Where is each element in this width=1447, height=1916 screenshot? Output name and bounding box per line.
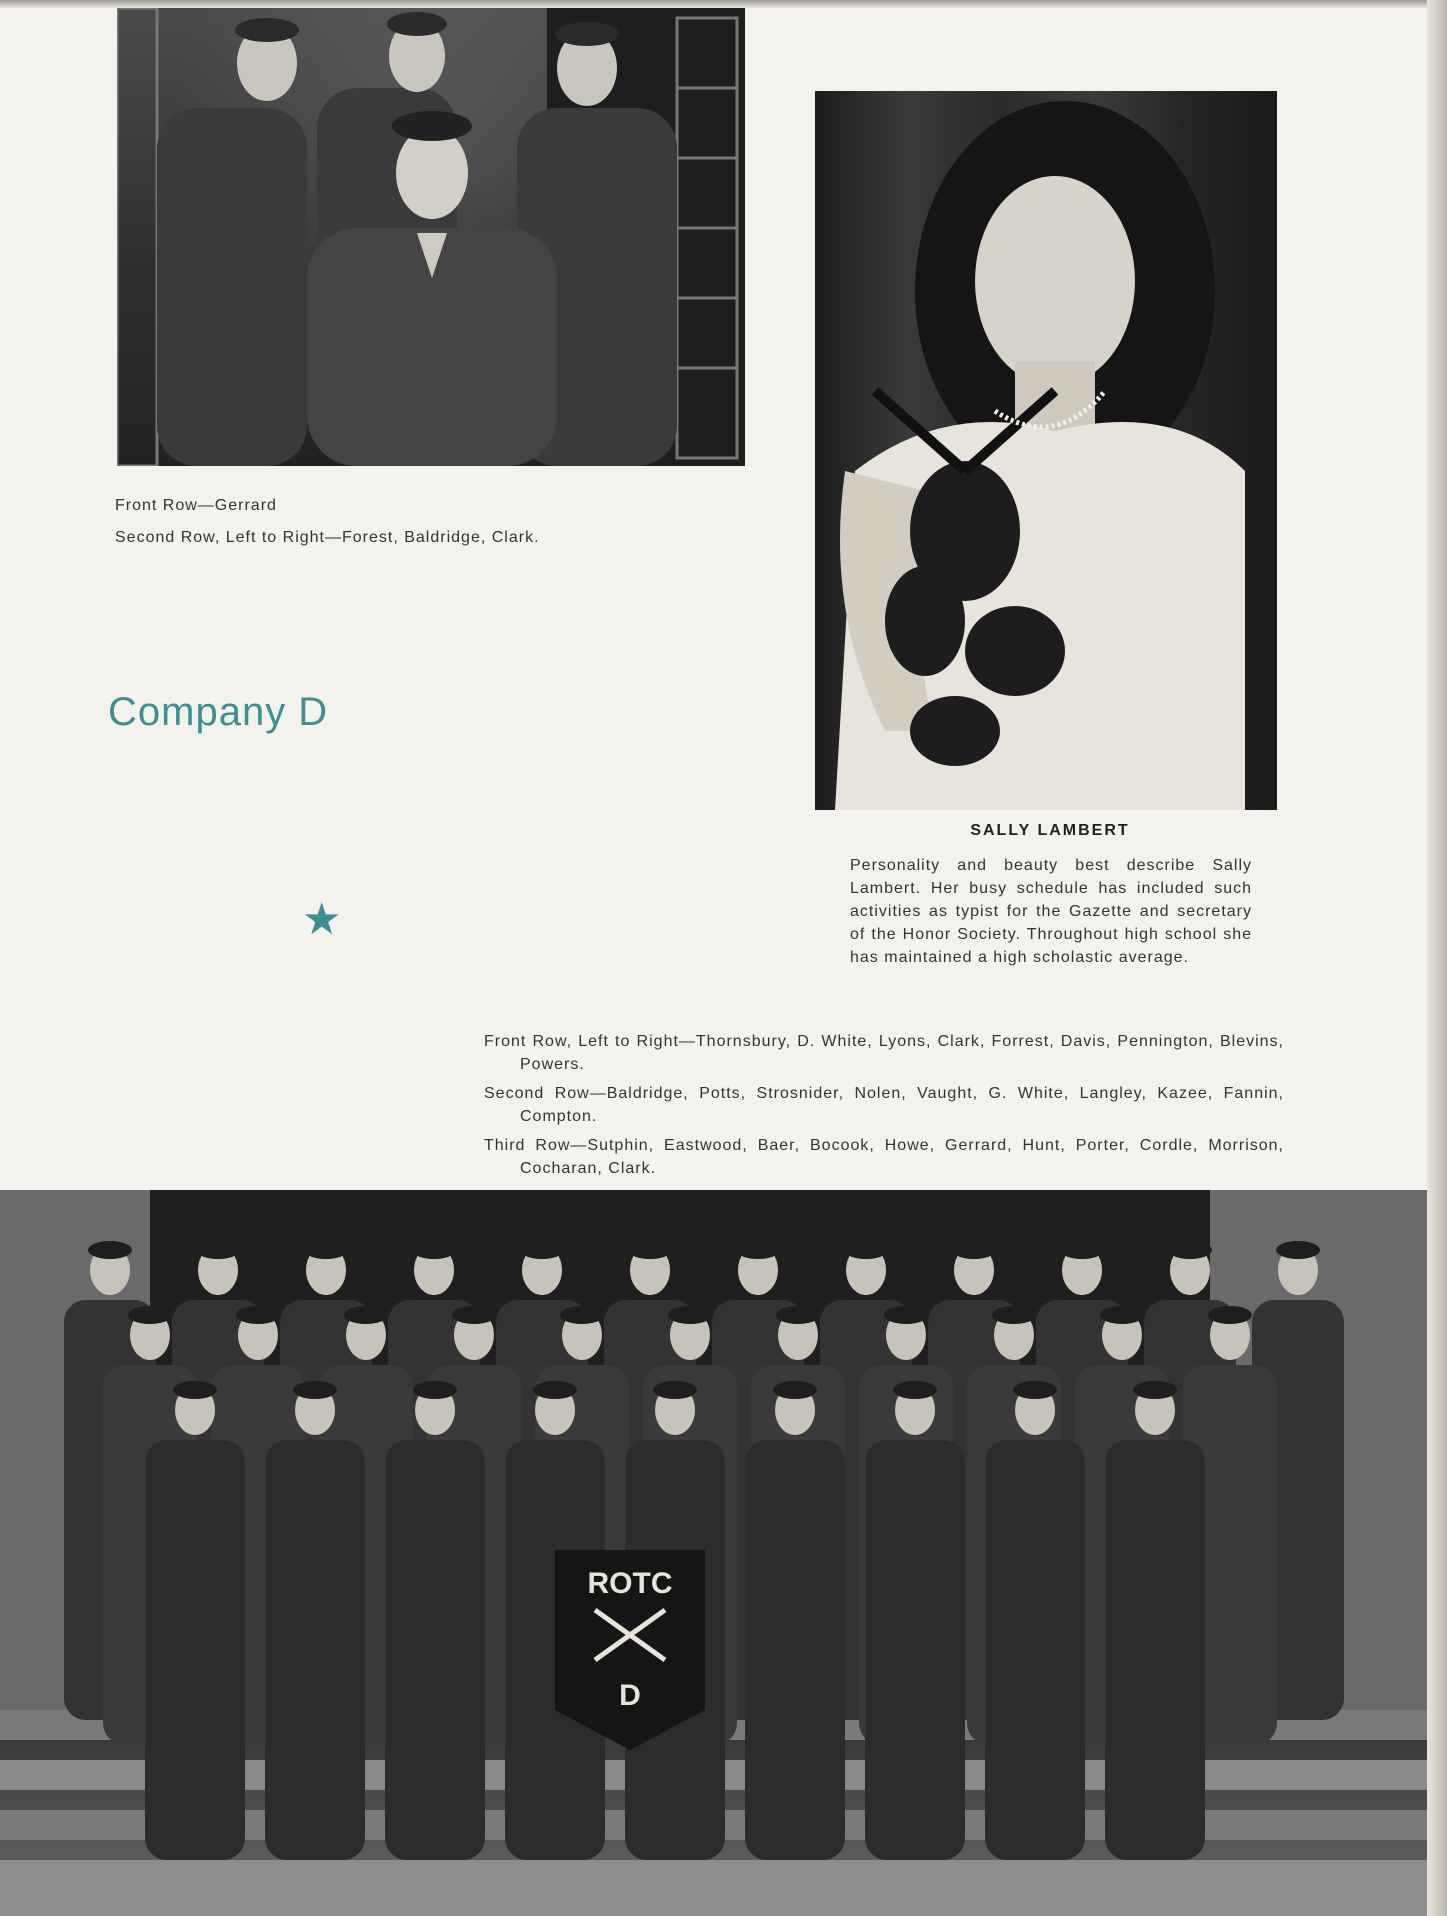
cadet-figure (1105, 1440, 1205, 1860)
cadet-cap (628, 1241, 672, 1259)
page-top-edge (0, 0, 1447, 8)
cadet-figure (145, 1440, 245, 1860)
officers-caption-front-row: Front Row—Gerrard (115, 497, 277, 514)
cadet-cap (412, 1241, 456, 1259)
cadet-cap (776, 1306, 820, 1324)
cadet-cap (344, 1306, 388, 1324)
cadet-figure (985, 1440, 1085, 1860)
cadet-cap (884, 1306, 928, 1324)
cadet-cap (1133, 1381, 1177, 1399)
cadet-cap (293, 1381, 337, 1399)
cadet-cap (1208, 1306, 1252, 1324)
cadet-cap (952, 1241, 996, 1259)
cadet-cap (992, 1306, 1036, 1324)
company-group-photo (0, 1190, 1427, 1916)
cadet-cap (1168, 1241, 1212, 1259)
cadet-cap (533, 1381, 577, 1399)
cadet-cap (236, 1306, 280, 1324)
cadet-figure (265, 1440, 365, 1860)
cadet-figure (745, 1440, 845, 1860)
cadet-cap (1100, 1306, 1144, 1324)
banner-line2: D (619, 1679, 641, 1712)
roster-second-row: Second Row—Baldridge, Potts, Strosnider, Nolen, Vaught, G. White, Langley, Kazee, Fannin, Compton. (484, 1085, 1284, 1125)
cadet-cap (736, 1241, 780, 1259)
officers-caption-second-row: Second Row, Left to Right—Forest, Baldridge, Clark. (115, 529, 540, 546)
roster-front-row: Front Row, Left to Right—Thornsbury, D. White, Lyons, Clark, Forrest, Davis, Pennington, Blevins, Powers. (484, 1033, 1284, 1073)
cadet-cap (668, 1306, 712, 1324)
cadet-cap (196, 1241, 240, 1259)
cadet-cap (560, 1306, 604, 1324)
cadet-cap (452, 1306, 496, 1324)
company-roster (484, 1030, 1284, 1186)
cadet-cap (773, 1381, 817, 1399)
cadet-cap (88, 1241, 132, 1259)
cadet-figure (865, 1440, 965, 1860)
banner-line1: ROTC (587, 1567, 673, 1600)
section-title: Company D (108, 690, 329, 734)
cadet-cap (520, 1241, 564, 1259)
sponsor-portrait (815, 91, 1277, 810)
cadet-cap (1013, 1381, 1057, 1399)
sponsor-bio: Personality and beauty best describe Sally Lambert. Her busy schedule has included such activities as typist for the Gazette and secretary of the Honor Society. Throughout high school she has maintained a high scholastic average. (850, 857, 1252, 966)
cadet-cap (304, 1241, 348, 1259)
cadet-cap (173, 1381, 217, 1399)
cadet-cap (413, 1381, 457, 1399)
cadet-figure (385, 1440, 485, 1860)
cadet-cap (844, 1241, 888, 1259)
officers-photo (117, 8, 745, 466)
sponsor-name: SALLY LAMBERT (970, 822, 1130, 839)
cadet-cap (128, 1306, 172, 1324)
officers-caption (115, 490, 755, 554)
page-binding-edge (1427, 0, 1447, 1916)
star-icon: ★ (302, 895, 342, 944)
cadet-cap (1060, 1241, 1104, 1259)
cadet-cap (653, 1381, 697, 1399)
cadet-cap (893, 1381, 937, 1399)
roster-third-row: Third Row—Sutphin, Eastwood, Baer, Bocook, Howe, Gerrard, Hunt, Porter, Cordle, Morrison, Cocharan, Clark. (484, 1137, 1284, 1177)
cadet-cap (1276, 1241, 1320, 1259)
